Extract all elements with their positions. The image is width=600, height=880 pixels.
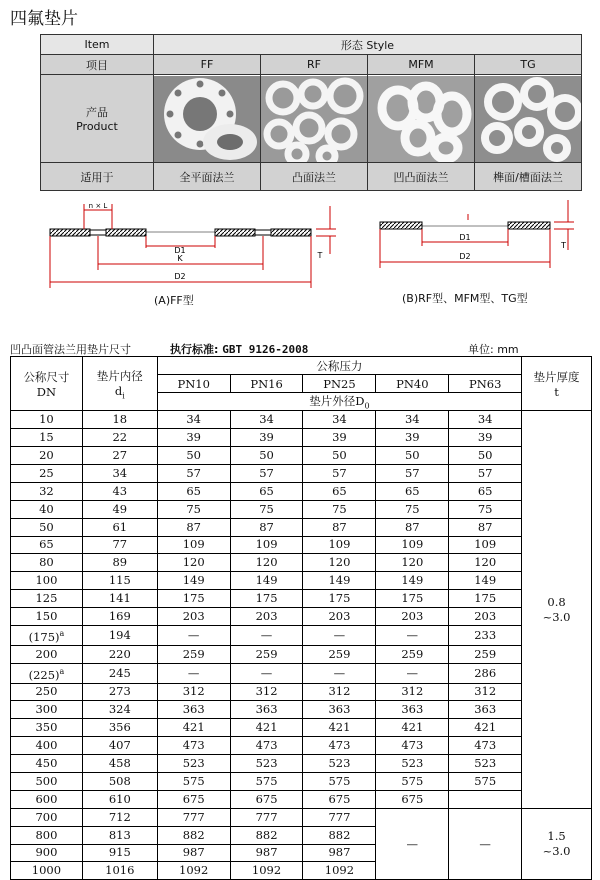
pn25-cell: 777 [303, 808, 376, 826]
pn10-cell: 777 [157, 808, 230, 826]
thickness-a-line2: ~3.0 [542, 609, 571, 624]
header-di-sym-main: d [114, 383, 123, 398]
di-cell: 220 [82, 645, 157, 663]
pn40-cell: — [376, 663, 449, 683]
table-row [11, 572, 592, 590]
pn40-cell: 57 [376, 464, 449, 482]
pn40-cell: 87 [376, 518, 449, 536]
table-caption: 凹凸面管法兰用垫片尺寸 [10, 343, 131, 356]
style-header-cell: 形态 Style [154, 35, 582, 55]
diagram-a-caption: (A)FF型 [154, 294, 194, 307]
di-cell: 77 [82, 536, 157, 554]
pn40-cell: 523 [376, 755, 449, 773]
pn16-cell: 57 [230, 464, 303, 482]
header-pn63: PN63 [449, 375, 522, 393]
dn-value: 450 [35, 756, 58, 771]
pn10-cell: 421 [157, 719, 230, 737]
table-row [11, 790, 592, 808]
pn16-cell: 34 [230, 411, 303, 429]
di-cell: 141 [82, 590, 157, 608]
header-di [82, 357, 157, 411]
pn10-cell: 675 [157, 790, 230, 808]
standard-line [170, 341, 308, 357]
pn16-cell: 87 [230, 518, 303, 536]
dn-cell [11, 536, 83, 554]
style-code-mfm: MFM [368, 55, 475, 75]
pn40-cell: 50 [376, 447, 449, 465]
header-di-sym [83, 384, 157, 400]
table-row [11, 590, 592, 608]
gasket-dimension-table [10, 356, 592, 880]
pn63-cell: 259 [449, 645, 522, 663]
dn-cell [11, 464, 83, 482]
product-photo-ff [154, 75, 261, 163]
di-cell: 22 [82, 429, 157, 447]
dn-cell [11, 645, 83, 663]
dn-value: 400 [35, 738, 58, 753]
rf-gasket-image [261, 76, 367, 162]
pn10-cell: 57 [157, 464, 230, 482]
pn10-cell: — [157, 663, 230, 683]
dn-cell [11, 411, 83, 429]
pn40-cell: 149 [376, 572, 449, 590]
header-di-zh: 垫片内径 [96, 368, 143, 383]
pn63-cell: 575 [449, 772, 522, 790]
pn40-cell: 363 [376, 701, 449, 719]
di-cell: 1016 [82, 862, 157, 880]
dn-cell [11, 518, 83, 536]
pn10-cell: 575 [157, 772, 230, 790]
product-photo-tg [475, 75, 582, 163]
dn-value: (175) [28, 629, 60, 644]
dn-cell [11, 625, 83, 645]
di-cell: 458 [82, 755, 157, 773]
pn10-cell: — [157, 625, 230, 645]
pn25-cell: 675 [303, 790, 376, 808]
di-cell: 356 [82, 719, 157, 737]
pn10-cell: 120 [157, 554, 230, 572]
dn-value: 600 [35, 791, 58, 806]
pn40-cell: 675 [376, 790, 449, 808]
d1-label-b: D1 [459, 233, 471, 242]
pn40-cell: 473 [376, 737, 449, 755]
dn-value: 65 [39, 537, 54, 552]
table-row [11, 447, 592, 465]
nxl-label: n × L [88, 202, 108, 210]
dn-value: 250 [35, 684, 58, 699]
d1-label: D1 [174, 246, 186, 255]
pn40-cell: 120 [376, 554, 449, 572]
pn40-cell: 39 [376, 429, 449, 447]
dn-cell: 900 [11, 844, 83, 862]
table-row [11, 772, 592, 790]
di-cell: 49 [82, 500, 157, 518]
pn16-cell: 523 [230, 755, 303, 773]
gasket-style-table [40, 34, 582, 191]
table-row [11, 719, 592, 737]
t-label-a: T [317, 251, 323, 260]
pn16-cell: 149 [230, 572, 303, 590]
dn-cell [11, 663, 83, 683]
table-row [11, 429, 592, 447]
pn10-cell: 473 [157, 737, 230, 755]
pn25-cell: 87 [303, 518, 376, 536]
table-row [11, 701, 592, 719]
ff-gasket-image [154, 76, 260, 162]
table-row [11, 663, 592, 683]
tg-gasket-image [475, 76, 581, 162]
pn40-cell: 259 [376, 645, 449, 663]
pn16-cell: 109 [230, 536, 303, 554]
pn40-merged-cell: — [376, 808, 449, 880]
pn25-cell: 259 [303, 645, 376, 663]
pn10-cell: 50 [157, 447, 230, 465]
header-pn25: PN25 [303, 375, 376, 393]
item-zh-cell: 项目 [41, 55, 154, 75]
pn16-cell: 363 [230, 701, 303, 719]
dn-value: 150 [35, 609, 58, 624]
di-cell: 89 [82, 554, 157, 572]
pn10-cell: 312 [157, 683, 230, 701]
di-cell: 194 [82, 625, 157, 645]
applies-rf: 凸面法兰 [261, 163, 368, 191]
dn-cell: 700 [11, 808, 83, 826]
header-thickness-sym: t [554, 384, 559, 399]
table-row [11, 536, 592, 554]
mfm-gasket-image [368, 76, 474, 162]
applies-label: 适用于 [41, 163, 154, 191]
table-row [11, 625, 592, 645]
pn16-cell: 75 [230, 500, 303, 518]
pn10-cell: 87 [157, 518, 230, 536]
pn40-cell: — [376, 625, 449, 645]
di-cell: 407 [82, 737, 157, 755]
pn63-cell: 175 [449, 590, 522, 608]
pn16-cell: 39 [230, 429, 303, 447]
pn63-cell: 363 [449, 701, 522, 719]
pn63-merged-cell: — [449, 808, 522, 880]
item-en-cell: Item [41, 35, 154, 55]
header-pn40: PN40 [376, 375, 449, 393]
header-pn16: PN16 [230, 375, 303, 393]
pn25-cell: — [303, 625, 376, 645]
style-code-ff: FF [154, 55, 261, 75]
dn-cell [11, 447, 83, 465]
dn-cell [11, 737, 83, 755]
pn16-cell: 575 [230, 772, 303, 790]
di-cell: 34 [82, 464, 157, 482]
product-label-zh: 产品 [86, 106, 108, 119]
dn-value: 32 [39, 483, 54, 498]
pn10-cell: 523 [157, 755, 230, 773]
t-label-b: T [561, 241, 566, 250]
di-cell: 610 [82, 790, 157, 808]
pn16-cell: 175 [230, 590, 303, 608]
di-cell: 324 [82, 701, 157, 719]
pn10-cell: 987 [157, 844, 230, 862]
header-dn-zh: 公称尺寸 [23, 369, 70, 384]
rf-gasket-diagram [370, 196, 585, 296]
pn25-cell: 987 [303, 844, 376, 862]
d2-label-b: D2 [459, 252, 471, 261]
dn-cell [11, 701, 83, 719]
applies-mfm: 凹凸面法兰 [368, 163, 475, 191]
dn-cell [11, 683, 83, 701]
dn-cell [11, 719, 83, 737]
di-cell: 813 [82, 826, 157, 844]
pn10-cell: 363 [157, 701, 230, 719]
pn63-cell: 75 [449, 500, 522, 518]
table-row [11, 482, 592, 500]
table-row [11, 464, 592, 482]
dn-value: 25 [39, 465, 54, 480]
pn16-cell: 259 [230, 645, 303, 663]
pn10-cell: 203 [157, 608, 230, 626]
applies-ff: 全平面法兰 [154, 163, 261, 191]
header-pn10: PN10 [157, 375, 230, 393]
pn63-cell: 312 [449, 683, 522, 701]
dn-value: 20 [39, 448, 54, 463]
thickness-cell-b [522, 808, 592, 880]
pn10-cell: 149 [157, 572, 230, 590]
product-photo-rf [261, 75, 368, 163]
thickness-b-line1: 1.5 [547, 829, 566, 844]
header-thickness [522, 357, 592, 411]
pn25-cell: 312 [303, 683, 376, 701]
dn-value: 40 [39, 501, 54, 516]
pn63-cell: 87 [449, 518, 522, 536]
pn63-cell: 203 [449, 608, 522, 626]
pn25-cell: 523 [303, 755, 376, 773]
di-cell: 508 [82, 772, 157, 790]
pn16-cell: 65 [230, 482, 303, 500]
pn25-cell: 421 [303, 719, 376, 737]
pn63-cell: 120 [449, 554, 522, 572]
footnote-marker: a [59, 628, 65, 638]
pn16-cell: 675 [230, 790, 303, 808]
pn25-cell: 175 [303, 590, 376, 608]
pn25-cell: 50 [303, 447, 376, 465]
thickness-cell-a [522, 411, 592, 808]
di-cell: 273 [82, 683, 157, 701]
dn-cell [11, 429, 83, 447]
thickness-a-line1: 0.8 [547, 594, 566, 609]
pn40-cell: 175 [376, 590, 449, 608]
di-cell: 712 [82, 808, 157, 826]
table-row [11, 683, 592, 701]
table-row [11, 645, 592, 663]
di-cell: 915 [82, 844, 157, 862]
pn25-cell: 109 [303, 536, 376, 554]
pn63-cell: 34 [449, 411, 522, 429]
header-thickness-zh: 垫片厚度 [533, 369, 580, 384]
di-cell: 61 [82, 518, 157, 536]
header-di-sym-sub: i [122, 390, 125, 400]
dn-cell [11, 790, 83, 808]
dn-value: 300 [35, 702, 58, 717]
pn63-cell: 65 [449, 482, 522, 500]
pn40-cell: 312 [376, 683, 449, 701]
pn40-cell: 34 [376, 411, 449, 429]
dn-cell [11, 755, 83, 773]
pn25-cell: 473 [303, 737, 376, 755]
thickness-b-line2: ~3.0 [542, 844, 571, 859]
product-photo-mfm [368, 75, 475, 163]
di-cell: 18 [82, 411, 157, 429]
dn-value: 80 [39, 555, 54, 570]
pn10-cell: 259 [157, 645, 230, 663]
pn40-cell: 575 [376, 772, 449, 790]
dn-cell: 800 [11, 826, 83, 844]
table-row [11, 500, 592, 518]
pn10-cell: 882 [157, 826, 230, 844]
pn25-cell: 39 [303, 429, 376, 447]
dn-cell [11, 590, 83, 608]
unit-label: 单位: mm [468, 343, 519, 356]
dn-cell [11, 554, 83, 572]
pn16-cell: 882 [230, 826, 303, 844]
dn-value: 200 [35, 646, 58, 661]
pn16-cell: 50 [230, 447, 303, 465]
dn-value: 500 [35, 773, 58, 788]
pn10-cell: 109 [157, 536, 230, 554]
pn25-cell: 1092 [303, 862, 376, 880]
pn10-cell: 75 [157, 500, 230, 518]
pn25-cell: — [303, 663, 376, 683]
pn10-cell: 1092 [157, 862, 230, 880]
product-label-en: Product [76, 120, 118, 133]
pn63-cell: 109 [449, 536, 522, 554]
di-cell: 169 [82, 608, 157, 626]
pn16-cell: 203 [230, 608, 303, 626]
header-do-sub: 0 [364, 401, 370, 411]
standard-value: GBT 9126-2008 [222, 343, 309, 356]
dimension-table-body [11, 411, 592, 880]
pn63-cell: 39 [449, 429, 522, 447]
pn25-cell: 34 [303, 411, 376, 429]
page-title: 四氟垫片 [10, 9, 78, 29]
pn63-cell: 421 [449, 719, 522, 737]
table-row [11, 411, 592, 429]
dn-value: 50 [39, 519, 54, 534]
pn16-cell: — [230, 625, 303, 645]
pn10-cell: 65 [157, 482, 230, 500]
header-pressure: 公称压力 [157, 357, 521, 375]
header-do-main: 垫片外径D [309, 394, 365, 408]
table-row [11, 737, 592, 755]
pn25-cell: 363 [303, 701, 376, 719]
dn-value: (225) [28, 667, 60, 682]
applies-tg: 榫面/槽面法兰 [475, 163, 582, 191]
di-cell: 43 [82, 482, 157, 500]
d2-label: D2 [174, 272, 186, 281]
dn-value: 100 [35, 573, 58, 588]
pn40-cell: 65 [376, 482, 449, 500]
dn-cell [11, 482, 83, 500]
pn16-cell: — [230, 663, 303, 683]
pn63-cell: 50 [449, 447, 522, 465]
pn63-cell: 473 [449, 737, 522, 755]
dn-cell [11, 608, 83, 626]
pn16-cell: 120 [230, 554, 303, 572]
pn10-cell: 175 [157, 590, 230, 608]
pn63-cell: 57 [449, 464, 522, 482]
table-row [11, 554, 592, 572]
pn16-cell: 777 [230, 808, 303, 826]
pn16-cell: 473 [230, 737, 303, 755]
pn16-cell: 987 [230, 844, 303, 862]
style-code-rf: RF [261, 55, 368, 75]
pn16-cell: 421 [230, 719, 303, 737]
dn-value: 125 [35, 591, 58, 606]
standard-label: 执行标准: [170, 343, 219, 356]
dn-value: 10 [39, 412, 54, 427]
k-label: K [177, 254, 183, 263]
di-cell: 27 [82, 447, 157, 465]
pn25-cell: 882 [303, 826, 376, 844]
pn63-cell: 149 [449, 572, 522, 590]
header-dn [11, 357, 83, 411]
pn63-cell: 523 [449, 755, 522, 773]
pn63-cell: 286 [449, 663, 522, 683]
pn63-cell: 233 [449, 625, 522, 645]
table-row [11, 518, 592, 536]
pn16-cell: 312 [230, 683, 303, 701]
pn16-cell: 1092 [230, 862, 303, 880]
pn25-cell: 65 [303, 482, 376, 500]
dn-cell [11, 572, 83, 590]
ff-gasket-diagram [40, 196, 340, 296]
footnote-marker: a [59, 666, 65, 676]
dn-cell: 1000 [11, 862, 83, 880]
dn-cell [11, 500, 83, 518]
di-cell: 115 [82, 572, 157, 590]
product-label-cell [41, 75, 154, 163]
style-code-tg: TG [475, 55, 582, 75]
pn25-cell: 575 [303, 772, 376, 790]
header-dn-en: DN [36, 384, 57, 399]
pn25-cell: 149 [303, 572, 376, 590]
di-cell: 245 [82, 663, 157, 683]
dn-value: 350 [35, 720, 58, 735]
table-row [11, 755, 592, 773]
diagram-b-caption: (B)RF型、MFM型、TG型 [402, 292, 528, 305]
pn40-cell: 203 [376, 608, 449, 626]
table-row [11, 608, 592, 626]
dn-value: 15 [39, 430, 54, 445]
pn25-cell: 75 [303, 500, 376, 518]
header-outer-diameter [157, 393, 521, 411]
pn40-cell: 109 [376, 536, 449, 554]
dn-cell [11, 772, 83, 790]
pn10-cell: 34 [157, 411, 230, 429]
pn40-cell: 421 [376, 719, 449, 737]
pn25-cell: 120 [303, 554, 376, 572]
pn10-cell: 39 [157, 429, 230, 447]
pn25-cell: 203 [303, 608, 376, 626]
pn25-cell: 57 [303, 464, 376, 482]
pn63-cell [449, 790, 522, 808]
pn40-cell: 75 [376, 500, 449, 518]
table-row [11, 808, 592, 826]
